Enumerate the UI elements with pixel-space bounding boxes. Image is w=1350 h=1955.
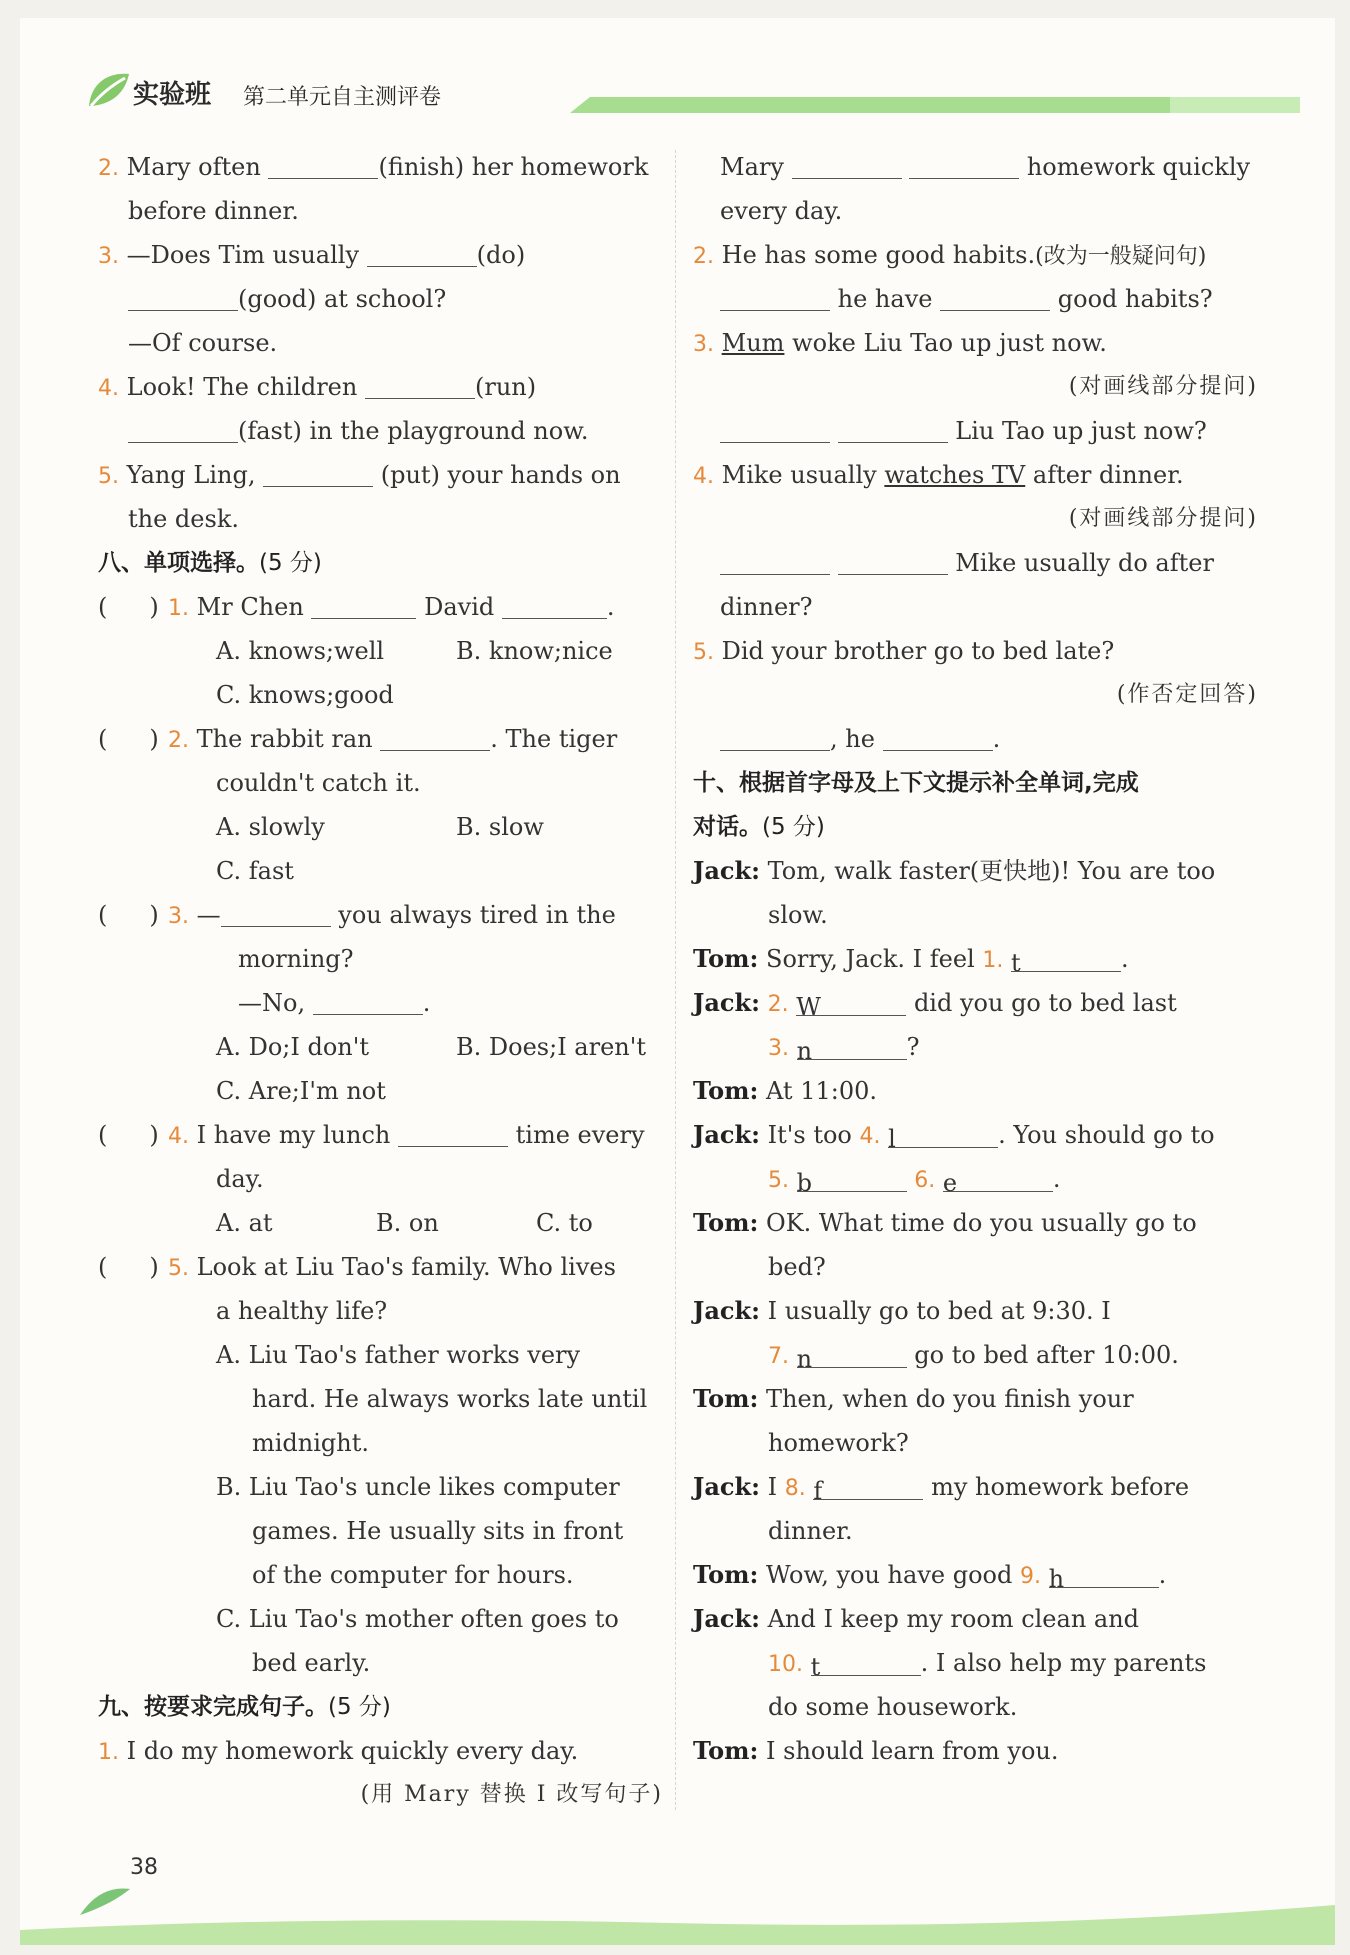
speaker-tom: Tom: <box>693 944 759 973</box>
question-text: morning? <box>238 945 354 973</box>
answer-blank[interactable] <box>1011 941 1121 977</box>
question-text: (do) <box>476 241 526 269</box>
mc-q5-option-b1[interactable] <box>98 1465 663 1509</box>
option-c[interactable]: C. Liu Tao's mother often goes to <box>216 1605 619 1633</box>
question-number: 3. <box>98 244 119 269</box>
dialogue-line-7b <box>693 1333 1258 1377</box>
initial-letter-hint: W <box>796 993 821 1021</box>
mc-q5-option-b3 <box>98 1553 663 1597</box>
dialogue-text: do some housework. <box>768 1693 1018 1721</box>
mc-q5-option-b2 <box>98 1509 663 1553</box>
option-a[interactable]: A. Do;I don't <box>216 1033 369 1061</box>
answer-blank[interactable] <box>221 896 331 927</box>
underlined-text: Mum <box>721 329 785 357</box>
dialogue-line-2 <box>693 937 1258 981</box>
dialogue-line-6b <box>693 1245 1258 1289</box>
mc-q2-line1 <box>98 717 663 761</box>
bracket-open: ( <box>98 901 108 929</box>
answer-prefix: Mary <box>720 153 784 181</box>
initial-letter-hint: t <box>810 1653 821 1681</box>
dialogue-text: go to bed after 10:00. <box>914 1341 1179 1369</box>
question-text: I do my homework quickly every day. <box>126 1737 579 1765</box>
section-title-text: 对话。 <box>693 814 762 840</box>
question-text: He has some good habits. <box>721 241 1036 269</box>
dialogue-text: I should learn from you. <box>766 1737 1059 1765</box>
s9-q5-note <box>693 673 1258 717</box>
answer-blank[interactable] <box>502 588 607 619</box>
underlined-text: watches TV <box>884 461 1026 489</box>
blank-number: 10. <box>768 1652 803 1677</box>
s9-q3-line1 <box>693 321 1258 365</box>
bracket-open: ( <box>98 725 108 753</box>
question-number: 3. <box>168 904 189 929</box>
dialogue-line-9 <box>693 1465 1258 1509</box>
mc-q2-options-c <box>98 849 663 893</box>
question-text: Liu Tao up just now? <box>955 417 1207 445</box>
answer-blank[interactable] <box>720 412 830 443</box>
answer-blank[interactable] <box>398 1116 508 1147</box>
dialogue-text: bed? <box>768 1253 826 1281</box>
speaker-jack: Jack: <box>693 988 761 1017</box>
mc-q5-option-c2 <box>98 1641 663 1685</box>
section-8-title <box>98 541 663 585</box>
question-text: the desk. <box>128 505 239 533</box>
option-c[interactable]: C. fast <box>216 857 294 885</box>
answer-blank[interactable] <box>796 1161 907 1197</box>
question-text: (run) <box>474 373 537 401</box>
answer-blank[interactable] <box>940 280 1050 311</box>
q7-5-line1 <box>98 453 663 497</box>
dialogue-line-3 <box>693 981 1258 1025</box>
answer-blank[interactable] <box>888 1117 998 1153</box>
question-number: 2. <box>693 244 714 269</box>
instruction-note: (对画线部分提问) <box>1068 374 1258 399</box>
initial-letter-hint: h <box>1048 1565 1065 1593</box>
dialogue-text: At 11:00. <box>766 1077 877 1105</box>
initial-letter-hint: e <box>942 1169 958 1197</box>
mc-q4-line2 <box>98 1157 663 1201</box>
answer-blank[interactable] <box>796 1029 907 1065</box>
dialogue-text: . I also help my parents <box>920 1649 1207 1677</box>
option-b[interactable]: B. on <box>376 1209 439 1237</box>
dialogue-text: . <box>1158 1561 1167 1589</box>
dialogue-line-11b <box>693 1641 1258 1685</box>
option-b[interactable]: B. know;nice <box>456 637 613 665</box>
mc-q3-line3 <box>98 981 663 1025</box>
mc-q5-option-a2 <box>98 1377 663 1421</box>
s9-q4-line4 <box>693 585 1258 629</box>
bracket-close: ) <box>149 1253 159 1281</box>
instruction-note: (对画线部分提问) <box>1068 506 1258 531</box>
answer-blank[interactable] <box>268 148 378 179</box>
mc-q4-line1 <box>98 1113 663 1157</box>
option-a-cont: hard. He always works late until <box>252 1385 648 1413</box>
blank-number: 5. <box>768 1168 789 1193</box>
option-c-cont: bed early. <box>252 1649 371 1677</box>
instruction-note: (改为一般疑问句) <box>1035 244 1207 269</box>
dialogue-line-7 <box>693 1289 1258 1333</box>
mc-q3-line2 <box>98 937 663 981</box>
question-text: Mr Chen <box>196 593 304 621</box>
header-decoration-bar <box>570 97 1300 113</box>
speaker-jack: Jack: <box>693 1604 761 1633</box>
initial-letter-hint: l <box>888 1125 896 1153</box>
question-text: Mike usually <box>721 461 877 489</box>
answer-blank[interactable] <box>720 544 830 575</box>
dialogue-text: Wow, you have good <box>766 1561 1013 1589</box>
page-number: 38 <box>130 1855 158 1880</box>
question-text: every day. <box>720 197 843 225</box>
dialogue-text: OK. What time do you usually go to <box>766 1209 1197 1237</box>
answer-blank[interactable] <box>838 544 948 575</box>
dialogue-text: my homework before <box>931 1473 1190 1501</box>
mc-q5-option-c1[interactable] <box>98 1597 663 1641</box>
answer-blank[interactable] <box>720 280 830 311</box>
s9-q2-line1 <box>693 233 1258 277</box>
speaker-tom: Tom: <box>693 1208 759 1237</box>
dialogue-text: Sorry, Jack. I feel <box>766 945 975 973</box>
s9-q4-line3 <box>693 541 1258 585</box>
answer-bracket[interactable] <box>98 585 168 629</box>
mc-q2-line2 <box>98 761 663 805</box>
answer-blank[interactable] <box>909 148 1019 179</box>
initial-letter-hint: t <box>1011 949 1021 977</box>
section-10-title-line1 <box>693 761 1258 805</box>
dialogue-line-11c <box>693 1685 1258 1729</box>
answer-blank[interactable] <box>367 236 477 267</box>
section-score: (5 分) <box>259 550 322 576</box>
dialogue-text: . <box>1121 945 1129 973</box>
dialogue-line-8b <box>693 1421 1258 1465</box>
question-text: he have <box>837 285 933 313</box>
answer-blank[interactable] <box>796 1337 907 1373</box>
answer-blank[interactable] <box>365 368 475 399</box>
s9-q3-line3 <box>693 409 1258 453</box>
blank-number: 8. <box>784 1476 806 1501</box>
speaker-jack: Jack: <box>693 1296 761 1325</box>
question-text: David <box>424 593 495 621</box>
question-number: 5. <box>168 1256 189 1281</box>
q7-4-line2 <box>98 409 663 453</box>
option-b[interactable]: B. Liu Tao's uncle likes computer <box>216 1473 620 1501</box>
answer-blank[interactable] <box>838 412 948 443</box>
dialogue-text: I <box>767 1473 778 1501</box>
speaker-tom: Tom: <box>693 1736 759 1765</box>
s9-q4-line1 <box>693 453 1258 497</box>
dialogue-line-8 <box>693 1377 1258 1421</box>
blank-number: 6. <box>914 1168 936 1193</box>
question-text: (put) your hands on <box>380 461 621 489</box>
question-number: 2. <box>168 728 189 753</box>
question-text: —No, <box>238 989 306 1017</box>
bracket-close: ) <box>149 725 159 753</box>
right-column <box>693 145 1258 1773</box>
speaker-tom: Tom: <box>693 1076 759 1105</box>
question-text: . <box>992 725 1001 753</box>
mc-q3-options-ab <box>98 1025 663 1069</box>
initial-letter-hint: f <box>813 1477 823 1505</box>
question-number: 1. <box>168 596 189 621</box>
option-a-cont: midnight. <box>252 1429 370 1457</box>
instruction-note: (作否定回答) <box>1116 682 1258 707</box>
section-score: (5 分) <box>762 814 825 840</box>
speaker-jack: Jack: <box>693 1120 761 1149</box>
left-column <box>98 145 663 1817</box>
dialogue-line-12 <box>693 1729 1258 1773</box>
dialogue-text: It's too <box>767 1121 852 1149</box>
question-text: dinner? <box>720 593 813 621</box>
dialogue-line-6 <box>693 1201 1258 1245</box>
dialogue-text: Tom, walk faster(更快地)! You are too <box>767 857 1216 885</box>
dialogue-line-11 <box>693 1597 1258 1641</box>
question-text: Did your brother go to bed late? <box>721 637 1115 665</box>
option-a[interactable]: A. knows;well <box>216 637 385 665</box>
mc-q3-line1 <box>98 893 663 937</box>
initial-letter-hint: b <box>796 1169 813 1197</box>
blank-number: 4. <box>859 1124 881 1149</box>
mc-q5-option-a1[interactable] <box>98 1333 663 1377</box>
q7-2-line1 <box>98 145 663 189</box>
dialogue-text: And I keep my room clean and <box>767 1605 1140 1633</box>
answer-bracket[interactable] <box>98 893 168 937</box>
question-text: couldn't catch it. <box>216 769 421 797</box>
question-number: 5. <box>693 640 714 665</box>
section-9-title <box>98 1685 663 1729</box>
s9-q5-line1 <box>693 629 1258 673</box>
bracket-open: ( <box>98 1121 108 1149</box>
leaf-logo-icon <box>85 70 131 110</box>
blank-number: 1. <box>982 948 1004 973</box>
question-text: a healthy life? <box>216 1297 388 1325</box>
mc-q1-options-c <box>98 673 663 717</box>
mc-q5-line1 <box>98 1245 663 1289</box>
s9-q2-line2 <box>693 277 1258 321</box>
question-number: 1. <box>98 1740 119 1765</box>
initial-letter-hint: n <box>796 1037 813 1065</box>
question-text: Look at Liu Tao's family. Who lives <box>196 1253 616 1281</box>
answer-blank[interactable] <box>810 1645 921 1681</box>
answer-blank[interactable] <box>263 456 373 487</box>
speaker-jack: Jack: <box>693 856 761 885</box>
question-text: Yang Ling, <box>126 461 256 489</box>
question-text: Mike usually do after <box>955 549 1214 577</box>
dialogue-line-5 <box>693 1113 1258 1157</box>
option-a[interactable]: A. Liu Tao's father works very <box>216 1341 581 1369</box>
option-b-cont: games. He usually sits in front <box>252 1517 624 1545</box>
blank-number: 7. <box>768 1344 789 1369</box>
dialogue-line-3b <box>693 1025 1258 1069</box>
question-text: woke Liu Tao up just now. <box>792 329 1107 357</box>
s9-q3-note <box>693 365 1258 409</box>
initial-letter-hint: n <box>796 1345 813 1373</box>
dialogue-line-5b <box>693 1157 1258 1201</box>
question-text: —Does Tim usually <box>126 241 359 269</box>
question-text: before dinner. <box>128 197 299 225</box>
question-text: (good) at school? <box>238 285 447 313</box>
s9-q1-note <box>98 1773 663 1817</box>
mc-q2-options-ab <box>98 805 663 849</box>
dialogue-line-1 <box>693 849 1258 893</box>
question-number: 2. <box>98 156 119 181</box>
s9-q1-line1 <box>98 1729 663 1773</box>
section-title-text: 九、按要求完成句子。 <box>98 1694 328 1720</box>
mc-q5-line2 <box>98 1289 663 1333</box>
question-number: 3. <box>693 332 714 357</box>
dialogue-text: Then, when do you finish your <box>766 1385 1134 1413</box>
mc-q1-options-ab <box>98 629 663 673</box>
option-b-cont: of the computer for hours. <box>252 1561 574 1589</box>
option-b[interactable]: B. slow <box>456 813 544 841</box>
mc-q1-line1 <box>98 585 663 629</box>
question-text: . <box>422 989 431 1017</box>
answer-bracket[interactable] <box>98 1245 168 1289</box>
question-text: Look! The children <box>126 373 358 401</box>
dialogue-text: did you go to bed last <box>913 989 1177 1017</box>
q7-3-line3 <box>98 321 663 365</box>
blank-number: 9. <box>1019 1564 1041 1589</box>
q7-3-line1 <box>98 233 663 277</box>
question-text: good habits? <box>1057 285 1213 313</box>
question-text: . The tiger <box>490 725 618 753</box>
s9-q1-answer-line2 <box>693 189 1258 233</box>
dialogue-text: . You should go to <box>998 1121 1215 1149</box>
dialogue-text: . <box>1052 1165 1061 1193</box>
option-c[interactable]: C. knows;good <box>216 681 394 709</box>
blank-number: 3. <box>768 1036 789 1061</box>
mc-q5-option-a3 <box>98 1421 663 1465</box>
dialogue-line-10 <box>693 1553 1258 1597</box>
answer-blank[interactable] <box>128 412 238 443</box>
question-number: 5. <box>98 464 119 489</box>
page-header <box>85 62 1305 122</box>
dialogue-text: ? <box>906 1033 920 1061</box>
bracket-close: ) <box>149 901 159 929</box>
section-score: (5 分) <box>328 1694 391 1720</box>
speaker-tom: Tom: <box>693 1384 759 1413</box>
page-title: 第二单元自主测评卷 <box>243 85 442 110</box>
answer-bracket[interactable] <box>98 717 168 761</box>
q7-2-line2 <box>98 189 663 233</box>
option-a[interactable]: A. slowly <box>216 813 325 841</box>
answer-blank[interactable] <box>813 1469 923 1505</box>
q7-4-line1 <box>98 365 663 409</box>
question-text: after dinner. <box>1032 461 1184 489</box>
answer-blank[interactable] <box>1048 1557 1159 1593</box>
answer-blank[interactable] <box>128 280 238 311</box>
question-text: (fast) in the playground now. <box>238 417 589 445</box>
question-text: — <box>196 901 221 929</box>
speaker-jack: Jack: <box>693 1472 761 1501</box>
bracket-close: ) <box>149 1121 159 1149</box>
question-number: 4. <box>98 376 119 401</box>
speaker-tom: Tom: <box>693 1560 759 1589</box>
question-text: time every <box>515 1121 645 1149</box>
answer-blank[interactable] <box>792 148 902 179</box>
answer-blank[interactable] <box>883 720 993 751</box>
bracket-close: ) <box>149 593 159 621</box>
question-text: day. <box>216 1165 264 1193</box>
question-text: you always tired in the <box>338 901 616 929</box>
dialogue-text: dinner. <box>768 1517 853 1545</box>
question-text: Mary often <box>126 153 261 181</box>
s9-q4-note <box>693 497 1258 541</box>
bird-icon <box>80 1889 130 1915</box>
dialogue-line-9b <box>693 1509 1258 1553</box>
answer-blank[interactable] <box>311 588 416 619</box>
answer-blank[interactable] <box>380 720 490 751</box>
question-number: 4. <box>693 464 714 489</box>
section-title-text: 十、根据首字母及上下文提示补全单词,完成 <box>693 770 1139 796</box>
question-text: The rabbit ran <box>196 725 373 753</box>
bracket-open: ( <box>98 593 108 621</box>
logo-text: 实验班 <box>133 80 212 110</box>
dialogue-text: homework? <box>768 1429 909 1457</box>
question-number: 4. <box>168 1124 189 1149</box>
option-c[interactable]: C. to <box>536 1209 593 1237</box>
question-text: (finish) her homework <box>378 153 649 181</box>
q7-3-line2 <box>98 277 663 321</box>
option-c[interactable]: C. Are;I'm not <box>216 1077 386 1105</box>
question-text: —Of course. <box>128 329 278 357</box>
question-text: , he <box>830 725 875 753</box>
dialogue-text: I usually go to bed at 9:30. I <box>767 1297 1111 1325</box>
answer-blank[interactable] <box>313 984 423 1015</box>
question-text: . <box>606 593 615 621</box>
footer-decoration <box>20 1875 1335 1945</box>
q7-5-line2 <box>98 497 663 541</box>
answer-bracket[interactable] <box>98 1113 168 1157</box>
answer-blank[interactable] <box>942 1161 1053 1197</box>
mc-q3-options-c <box>98 1069 663 1113</box>
dialogue-text: slow. <box>768 901 828 929</box>
dialogue-line-1b <box>693 893 1258 937</box>
mc-q4-options <box>98 1201 663 1245</box>
bracket-open: ( <box>98 1253 108 1281</box>
dialogue-line-4 <box>693 1069 1258 1113</box>
answer-blank[interactable] <box>720 720 830 751</box>
s9-q5-line3 <box>693 717 1258 761</box>
option-a[interactable]: A. at <box>216 1209 273 1237</box>
section-10-title-line2 <box>693 805 1258 849</box>
s9-q1-answer-line1 <box>693 145 1258 189</box>
blank-number: 2. <box>767 992 789 1017</box>
question-text: I have my lunch <box>196 1121 391 1149</box>
answer-blank[interactable] <box>796 985 906 1021</box>
column-divider <box>675 150 676 1810</box>
instruction-note: (用 Mary 替换 I 改写句子) <box>360 1782 663 1807</box>
option-b[interactable]: B. Does;I aren't <box>456 1033 646 1061</box>
question-text: homework quickly <box>1026 153 1251 181</box>
section-title-text: 八、单项选择。 <box>98 550 259 576</box>
